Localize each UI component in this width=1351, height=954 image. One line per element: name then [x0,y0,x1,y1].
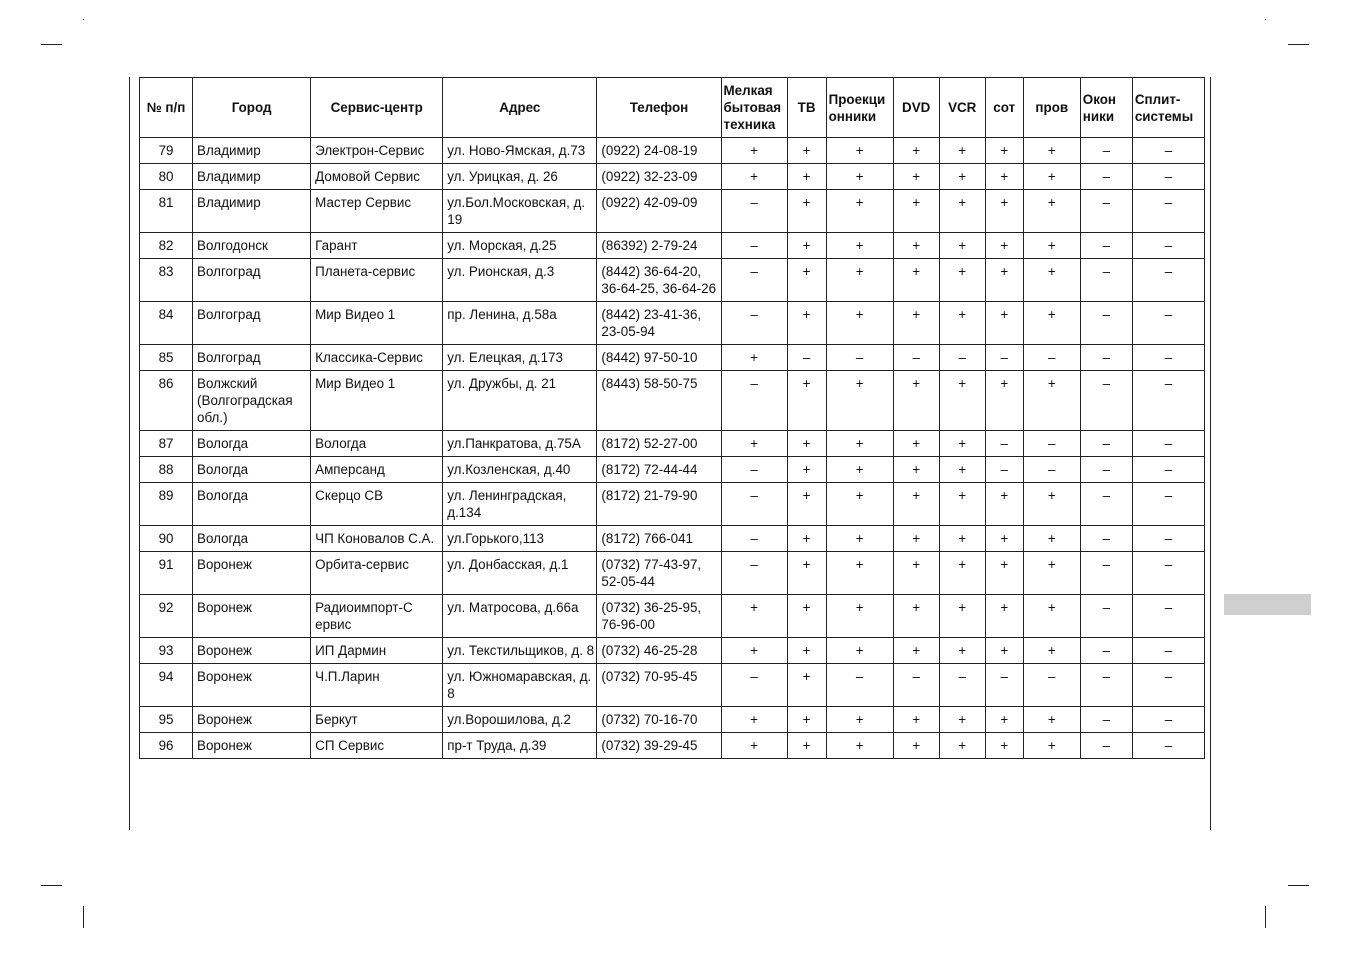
mark-wired: + [1023,552,1080,595]
mark-tv: + [787,138,826,164]
row-number: 95 [140,707,193,733]
mark-wired: – [1023,664,1080,707]
mark-cellular: + [985,233,1023,259]
mark-window-units: – [1080,190,1132,233]
mark-vcr: + [939,138,985,164]
row-service-center: Беркут [311,707,443,733]
row-service-center: Мир Видео 1 [311,371,443,431]
mark-window-units: – [1080,733,1132,759]
mark-split-systems: – [1132,302,1204,345]
mark-tv: + [787,431,826,457]
header-projectors: Проекци онники [826,78,893,138]
mark-dvd: + [893,457,939,483]
row-number: 82 [140,233,193,259]
row-address: ул.Козленская, д.40 [443,457,597,483]
row-address: пр-т Труда, д.39 [443,733,597,759]
mark-split-systems: – [1132,526,1204,552]
mark-wired: + [1023,164,1080,190]
mark-cellular: + [985,526,1023,552]
mark-vcr: + [939,190,985,233]
row-phone: (8442) 23-41-36, 23-05-94 [597,302,721,345]
row-service-center: Классика-Сервис [311,345,443,371]
mark-tv: + [787,302,826,345]
mark-small-appliances: + [721,595,787,638]
mark-dvd: + [893,483,939,526]
mark-window-units: – [1080,259,1132,302]
crop-dot [83,19,84,20]
mark-small-appliances: + [721,431,787,457]
mark-wired: + [1023,483,1080,526]
mark-vcr: + [939,457,985,483]
row-phone: (86392) 2-79-24 [597,233,721,259]
mark-small-appliances: + [721,164,787,190]
mark-cellular: + [985,371,1023,431]
crop-mark [1288,44,1309,45]
mark-dvd: – [893,664,939,707]
mark-small-appliances: – [721,233,787,259]
mark-cellular: + [985,733,1023,759]
mark-projectors: + [826,164,893,190]
mark-window-units: – [1080,345,1132,371]
row-phone: (8172) 72-44-44 [597,457,721,483]
row-service-center: Ч.П.Ларин [311,664,443,707]
mark-window-units: – [1080,431,1132,457]
mark-vcr: + [939,233,985,259]
row-address: ул. Рионская, д.3 [443,259,597,302]
mark-vcr: + [939,483,985,526]
mark-vcr: + [939,371,985,431]
row-service-center: Амперсанд [311,457,443,483]
mark-small-appliances: + [721,638,787,664]
row-phone: (8172) 766-041 [597,526,721,552]
crop-dot [1265,19,1266,20]
header-service-center: Сервис-центр [311,78,443,138]
mark-projectors: + [826,431,893,457]
row-address: ул.Бол.Московская, д. 19 [443,190,597,233]
row-address: ул. Ново-Ямская, д.73 [443,138,597,164]
mark-dvd: + [893,233,939,259]
mark-dvd: + [893,371,939,431]
table-row [140,138,1205,164]
mark-split-systems: – [1132,190,1204,233]
mark-split-systems: – [1132,552,1204,595]
mark-wired: + [1023,638,1080,664]
table-header-row [140,78,1205,138]
table-row [140,302,1205,345]
mark-window-units: – [1080,707,1132,733]
header-cellular: сот [985,78,1023,138]
right-frame-line [1210,77,1211,830]
mark-vcr: + [939,733,985,759]
mark-cellular: – [985,457,1023,483]
row-number: 80 [140,164,193,190]
row-address: ул. Урицкая, д. 26 [443,164,597,190]
row-service-center: Вологда [311,431,443,457]
row-phone: (8172) 52-27-00 [597,431,721,457]
mark-split-systems: – [1132,233,1204,259]
mark-tv: + [787,371,826,431]
mark-small-appliances: + [721,138,787,164]
mark-cellular: – [985,431,1023,457]
mark-split-systems: – [1132,371,1204,431]
mark-wired: + [1023,259,1080,302]
table-row [140,233,1205,259]
row-service-center: Мастер Сервис [311,190,443,233]
header-phone: Телефон [597,78,721,138]
row-city: Воронеж [193,733,311,759]
service-center-table [139,77,1205,759]
row-address: ул.Ворошилова, д.2 [443,707,597,733]
table-row [140,638,1205,664]
mark-split-systems: – [1132,138,1204,164]
header-number: № п/п [140,78,193,138]
row-service-center: Планета-сервис [311,259,443,302]
mark-tv: + [787,733,826,759]
mark-projectors: + [826,233,893,259]
mark-cellular: + [985,190,1023,233]
mark-dvd: + [893,431,939,457]
row-number: 86 [140,371,193,431]
row-number: 93 [140,638,193,664]
row-number: 90 [140,526,193,552]
mark-tv: + [787,259,826,302]
header-tv: ТВ [787,78,826,138]
row-number: 85 [140,345,193,371]
mark-wired: + [1023,371,1080,431]
row-number: 91 [140,552,193,595]
mark-window-units: – [1080,233,1132,259]
mark-split-systems: – [1132,164,1204,190]
table-row [140,164,1205,190]
table-row [140,707,1205,733]
mark-projectors: + [826,638,893,664]
mark-window-units: – [1080,664,1132,707]
row-address: ул. Елецкая, д.173 [443,345,597,371]
row-city: Вологда [193,526,311,552]
table-row [140,733,1205,759]
row-phone: (0922) 24-08-19 [597,138,721,164]
header-dvd: DVD [893,78,939,138]
mark-window-units: – [1080,164,1132,190]
table-row [140,345,1205,371]
mark-wired: + [1023,526,1080,552]
row-address: ул. Матросова, д.66а [443,595,597,638]
mark-vcr: – [939,345,985,371]
mark-vcr: + [939,595,985,638]
mark-projectors: + [826,526,893,552]
mark-split-systems: – [1132,259,1204,302]
mark-small-appliances: – [721,483,787,526]
mark-dvd: – [893,345,939,371]
row-phone: (0922) 42-09-09 [597,190,721,233]
mark-dvd: + [893,302,939,345]
row-service-center: Электрон-Сервис [311,138,443,164]
mark-dvd: + [893,259,939,302]
mark-cellular: + [985,138,1023,164]
row-service-center: Мир Видео 1 [311,302,443,345]
row-city: Воронеж [193,638,311,664]
mark-small-appliances: – [721,371,787,431]
table-row [140,526,1205,552]
mark-dvd: + [893,638,939,664]
mark-wired: – [1023,457,1080,483]
row-service-center: Орбита-сервис [311,552,443,595]
mark-vcr: + [939,707,985,733]
mark-split-systems: – [1132,431,1204,457]
mark-dvd: + [893,164,939,190]
mark-small-appliances: – [721,664,787,707]
row-phone: (0732) 36-25-95, 76-96-00 [597,595,721,638]
mark-tv: + [787,638,826,664]
crop-mark [1288,885,1309,886]
mark-cellular: + [985,164,1023,190]
mark-projectors: + [826,552,893,595]
mark-wired: + [1023,733,1080,759]
mark-split-systems: – [1132,638,1204,664]
mark-wired: + [1023,595,1080,638]
row-phone: (0732) 70-16-70 [597,707,721,733]
row-phone: (0922) 32-23-09 [597,164,721,190]
row-city: Воронеж [193,664,311,707]
header-small-appliances: Мелкая бытовая техника [721,78,787,138]
mark-tv: + [787,707,826,733]
mark-split-systems: – [1132,457,1204,483]
mark-split-systems: – [1132,345,1204,371]
mark-cellular: – [985,664,1023,707]
row-phone: (0732) 70-95-45 [597,664,721,707]
mark-tv: + [787,526,826,552]
row-service-center: Скерцо СВ [311,483,443,526]
table-row [140,457,1205,483]
mark-cellular: – [985,345,1023,371]
mark-projectors: + [826,483,893,526]
row-number: 79 [140,138,193,164]
mark-window-units: – [1080,483,1132,526]
mark-vcr: + [939,164,985,190]
mark-split-systems: – [1132,664,1204,707]
row-city: Владимир [193,138,311,164]
mark-tv: + [787,164,826,190]
table-row [140,431,1205,457]
row-city: Волгоград [193,259,311,302]
mark-window-units: – [1080,371,1132,431]
mark-wired: + [1023,190,1080,233]
mark-projectors: – [826,345,893,371]
row-number: 88 [140,457,193,483]
table-row [140,664,1205,707]
mark-dvd: + [893,733,939,759]
mark-split-systems: – [1132,733,1204,759]
mark-projectors: + [826,371,893,431]
mark-wired: + [1023,138,1080,164]
mark-tv: + [787,190,826,233]
row-service-center: ИП Дармин [311,638,443,664]
row-phone: (8442) 36-64-20, 36-64-25, 36-64-26 [597,259,721,302]
header-city: Город [193,78,311,138]
row-city: Вологда [193,457,311,483]
table-row [140,259,1205,302]
row-service-center: Гарант [311,233,443,259]
row-city: Волгодонск [193,233,311,259]
row-address: ул.Горького,113 [443,526,597,552]
mark-small-appliances: – [721,552,787,595]
row-number: 81 [140,190,193,233]
row-city: Вологда [193,431,311,457]
row-address: ул. Ленинградская, д.134 [443,483,597,526]
mark-small-appliances: – [721,526,787,552]
row-city: Волгоград [193,302,311,345]
mark-tv: + [787,233,826,259]
row-number: 83 [140,259,193,302]
header-split-systems: Сплит- системы [1132,78,1204,138]
header-vcr: VCR [939,78,985,138]
row-number: 84 [140,302,193,345]
mark-small-appliances: – [721,259,787,302]
mark-wired: + [1023,707,1080,733]
mark-tv: + [787,552,826,595]
mark-projectors: + [826,302,893,345]
mark-split-systems: – [1132,483,1204,526]
row-number: 94 [140,664,193,707]
mark-vcr: + [939,526,985,552]
row-address: ул.Панкратова, д.75А [443,431,597,457]
mark-dvd: + [893,190,939,233]
mark-wired: – [1023,345,1080,371]
mark-wired: + [1023,233,1080,259]
mark-small-appliances: – [721,302,787,345]
crop-mark [41,44,62,45]
mark-window-units: – [1080,595,1132,638]
row-address: пр. Ленина, д.58а [443,302,597,345]
mark-projectors: – [826,664,893,707]
mark-tv: + [787,457,826,483]
mark-split-systems: – [1132,595,1204,638]
mark-projectors: + [826,595,893,638]
mark-tv: + [787,664,826,707]
row-address: ул. Дружбы, д. 21 [443,371,597,431]
left-frame-line [129,77,130,830]
table-row [140,595,1205,638]
row-phone: (8442) 97-50-10 [597,345,721,371]
row-service-center: Радиоимпорт-С ервис [311,595,443,638]
row-city: Воронеж [193,552,311,595]
row-number: 96 [140,733,193,759]
row-city: Воронеж [193,707,311,733]
table-row [140,371,1205,431]
mark-projectors: + [826,190,893,233]
row-city: Вологда [193,483,311,526]
mark-cellular: + [985,552,1023,595]
mark-dvd: + [893,707,939,733]
mark-vcr: + [939,302,985,345]
mark-window-units: – [1080,457,1132,483]
mark-dvd: + [893,138,939,164]
mark-cellular: + [985,483,1023,526]
row-city: Воронеж [193,595,311,638]
mark-vcr: + [939,638,985,664]
row-city: Волжский (Волгоградская обл.) [193,371,311,431]
row-number: 89 [140,483,193,526]
mark-window-units: – [1080,526,1132,552]
mark-cellular: + [985,707,1023,733]
mark-small-appliances: – [721,457,787,483]
mark-window-units: – [1080,138,1132,164]
mark-wired: + [1023,302,1080,345]
row-service-center: СП Сервис [311,733,443,759]
mark-vcr: + [939,552,985,595]
crop-mark [1265,906,1266,928]
row-number: 92 [140,595,193,638]
mark-projectors: + [826,259,893,302]
row-service-center: ЧП Коновалов С.А. [311,526,443,552]
mark-window-units: – [1080,552,1132,595]
header-address: Адрес [443,78,597,138]
crop-mark [83,906,84,928]
row-service-center: Домовой Сервис [311,164,443,190]
mark-tv: + [787,483,826,526]
header-window-units: Окон ники [1080,78,1132,138]
row-address: ул. Южномаравская, д. 8 [443,664,597,707]
row-city: Владимир [193,164,311,190]
mark-vcr: + [939,431,985,457]
table-row [140,190,1205,233]
row-number: 87 [140,431,193,457]
mark-split-systems: – [1132,707,1204,733]
mark-small-appliances: – [721,190,787,233]
mark-cellular: + [985,595,1023,638]
mark-projectors: + [826,707,893,733]
section-tab [1224,594,1311,615]
table-row [140,552,1205,595]
mark-cellular: + [985,259,1023,302]
mark-wired: – [1023,431,1080,457]
mark-projectors: + [826,457,893,483]
mark-dvd: + [893,552,939,595]
mark-projectors: + [826,138,893,164]
mark-projectors: + [826,733,893,759]
row-city: Владимир [193,190,311,233]
mark-dvd: + [893,595,939,638]
row-phone: (8172) 21-79-90 [597,483,721,526]
mark-small-appliances: + [721,345,787,371]
mark-small-appliances: + [721,733,787,759]
header-wired: пров [1023,78,1080,138]
row-address: ул. Морская, д.25 [443,233,597,259]
row-phone: (8443) 58-50-75 [597,371,721,431]
row-address: ул. Текстильщиков, д. 8 [443,638,597,664]
mark-dvd: + [893,526,939,552]
mark-vcr: – [939,664,985,707]
crop-mark [41,885,62,886]
mark-tv: – [787,345,826,371]
row-phone: (0732) 46-25-28 [597,638,721,664]
mark-cellular: + [985,638,1023,664]
mark-tv: + [787,595,826,638]
mark-vcr: + [939,259,985,302]
row-phone: (0732) 39-29-45 [597,733,721,759]
mark-window-units: – [1080,302,1132,345]
mark-small-appliances: + [721,707,787,733]
mark-cellular: + [985,302,1023,345]
table-row [140,483,1205,526]
row-city: Волгоград [193,345,311,371]
row-address: ул. Донбасская, д.1 [443,552,597,595]
row-phone: (0732) 77-43-97, 52-05-44 [597,552,721,595]
mark-window-units: – [1080,638,1132,664]
